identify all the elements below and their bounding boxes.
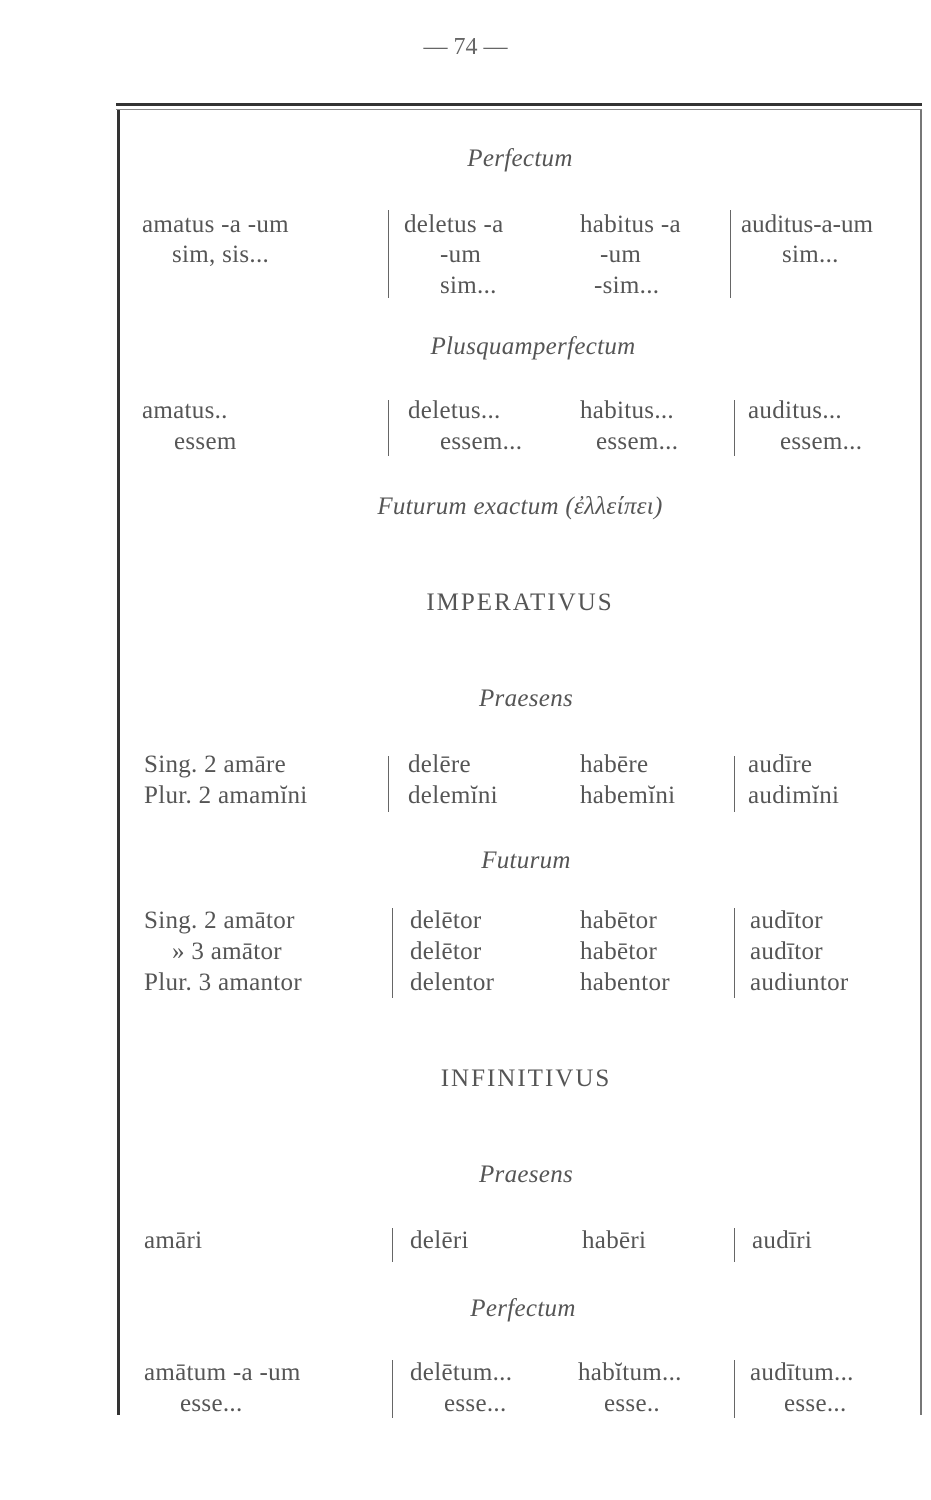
imp-fut-c1-l2: » 3 amātor (172, 938, 282, 965)
inf-perf-c4-l1: audītum... (750, 1359, 854, 1386)
inf-perf-c1-l2: esse... (180, 1390, 243, 1417)
imp-praes-c2-l2: delemĭni (408, 782, 498, 809)
inf-perf-c1-l1: amātum -a -um (144, 1359, 301, 1386)
column-divider (734, 1228, 735, 1262)
column-divider (734, 756, 735, 812)
imp-fut-c1-l1: Sing. 2 amātor (144, 907, 295, 934)
imp-fut-c3-l3: habentor (580, 969, 670, 996)
imp-fut-c3-l1: habētor (580, 907, 658, 934)
imp-praes-c4-l1: audīre (748, 751, 813, 778)
perf-c2-l3: sim... (440, 272, 497, 299)
inf-praes-c3: habēri (582, 1227, 647, 1254)
plus-c3-l2: essem... (596, 428, 679, 455)
top-rule (116, 103, 922, 106)
perf-c4-l1: auditus-a-um (741, 211, 873, 238)
plus-c4-l1: auditus... (748, 397, 842, 424)
imperativus-heading: IMPERATIVUS (426, 589, 614, 616)
perf-c4-l2: sim... (782, 241, 839, 268)
inf-perf-c3-l2: esse.. (604, 1390, 660, 1417)
inf-perf-c2-l2: esse... (444, 1390, 507, 1417)
plus-c1-l2: essem (174, 428, 237, 455)
imp-fut-c4-l1: audītor (750, 907, 823, 934)
imp-praes-c1-l2: Plur. 2 amamĭni (144, 782, 308, 809)
plus-c2-l1: deletus... (408, 397, 501, 424)
column-divider (388, 756, 389, 812)
imp-fut-c2-l3: delentor (410, 969, 495, 996)
imp-praes-c1-l1: Sing. 2 amāre (144, 751, 287, 778)
imp-fut-c4-l2: audītor (750, 938, 823, 965)
page-number: — 74 — (423, 34, 508, 60)
imp-praes-c3-l2: habemĭni (580, 782, 676, 809)
column-divider (734, 908, 735, 998)
inf-perf-c2-l1: delētum... (410, 1359, 513, 1386)
perf-c2-l1: deletus -a (404, 211, 504, 238)
plus-c2-l2: essem... (440, 428, 523, 455)
top-rule-thin (116, 109, 922, 110)
column-divider (392, 1360, 393, 1418)
column-divider (392, 1228, 393, 1262)
imp-fut-c4-l3: audiuntor (750, 969, 849, 996)
column-divider (392, 908, 393, 998)
imperativus-praesens-title: Praesens (478, 685, 574, 712)
perf-c3-l2: -um (600, 241, 642, 268)
column-divider (734, 400, 735, 456)
column-divider (734, 1360, 735, 1418)
column-divider (388, 400, 389, 456)
perfectum-title: Perfectum (467, 145, 573, 172)
imp-praes-c2-l1: delēre (408, 751, 471, 778)
plus-c1-l1: amatus.. (142, 397, 228, 424)
left-frame-line (117, 110, 120, 1415)
column-divider (388, 210, 389, 298)
perf-c1-l1: amatus -a -um (142, 211, 289, 238)
inf-perf-c4-l2: esse... (784, 1390, 847, 1417)
imp-fut-c2-l1: delētor (410, 907, 482, 934)
right-frame-line (920, 110, 922, 1415)
imp-fut-c3-l2: habētor (580, 938, 658, 965)
futurum-exactum-title: Futurum exactum (ἐλλείπει) (377, 493, 663, 520)
column-divider (730, 210, 731, 298)
inf-perf-c3-l1: habĭtum... (578, 1359, 682, 1386)
infinitivus-perfectum-title: Perfectum (470, 1295, 576, 1322)
inf-praes-c1: amāri (144, 1227, 203, 1254)
perf-c3-l3: -sim... (594, 272, 660, 299)
inf-praes-c2: delēri (410, 1227, 469, 1254)
infinitivus-praesens-title: Praesens (478, 1161, 574, 1188)
plus-c3-l1: habitus... (580, 397, 674, 424)
infinitivus-heading: INFINITIVUS (440, 1065, 612, 1092)
imp-praes-c3-l1: habēre (580, 751, 649, 778)
perf-c2-l2: -um (440, 241, 482, 268)
imp-fut-c2-l2: delētor (410, 938, 482, 965)
plusquamperfectum-title: Plusquamperfectum (430, 333, 636, 360)
imp-fut-c1-l3: Plur. 3 amantor (144, 969, 302, 996)
imperativus-futurum-title: Futurum (481, 847, 571, 874)
imp-praes-c4-l2: audimĭni (748, 782, 840, 809)
perf-c1-l2: sim, sis... (172, 241, 270, 268)
perf-c3-l1: habitus -a (580, 211, 681, 238)
plus-c4-l2: essem... (780, 428, 863, 455)
inf-praes-c4: audīri (752, 1227, 813, 1254)
